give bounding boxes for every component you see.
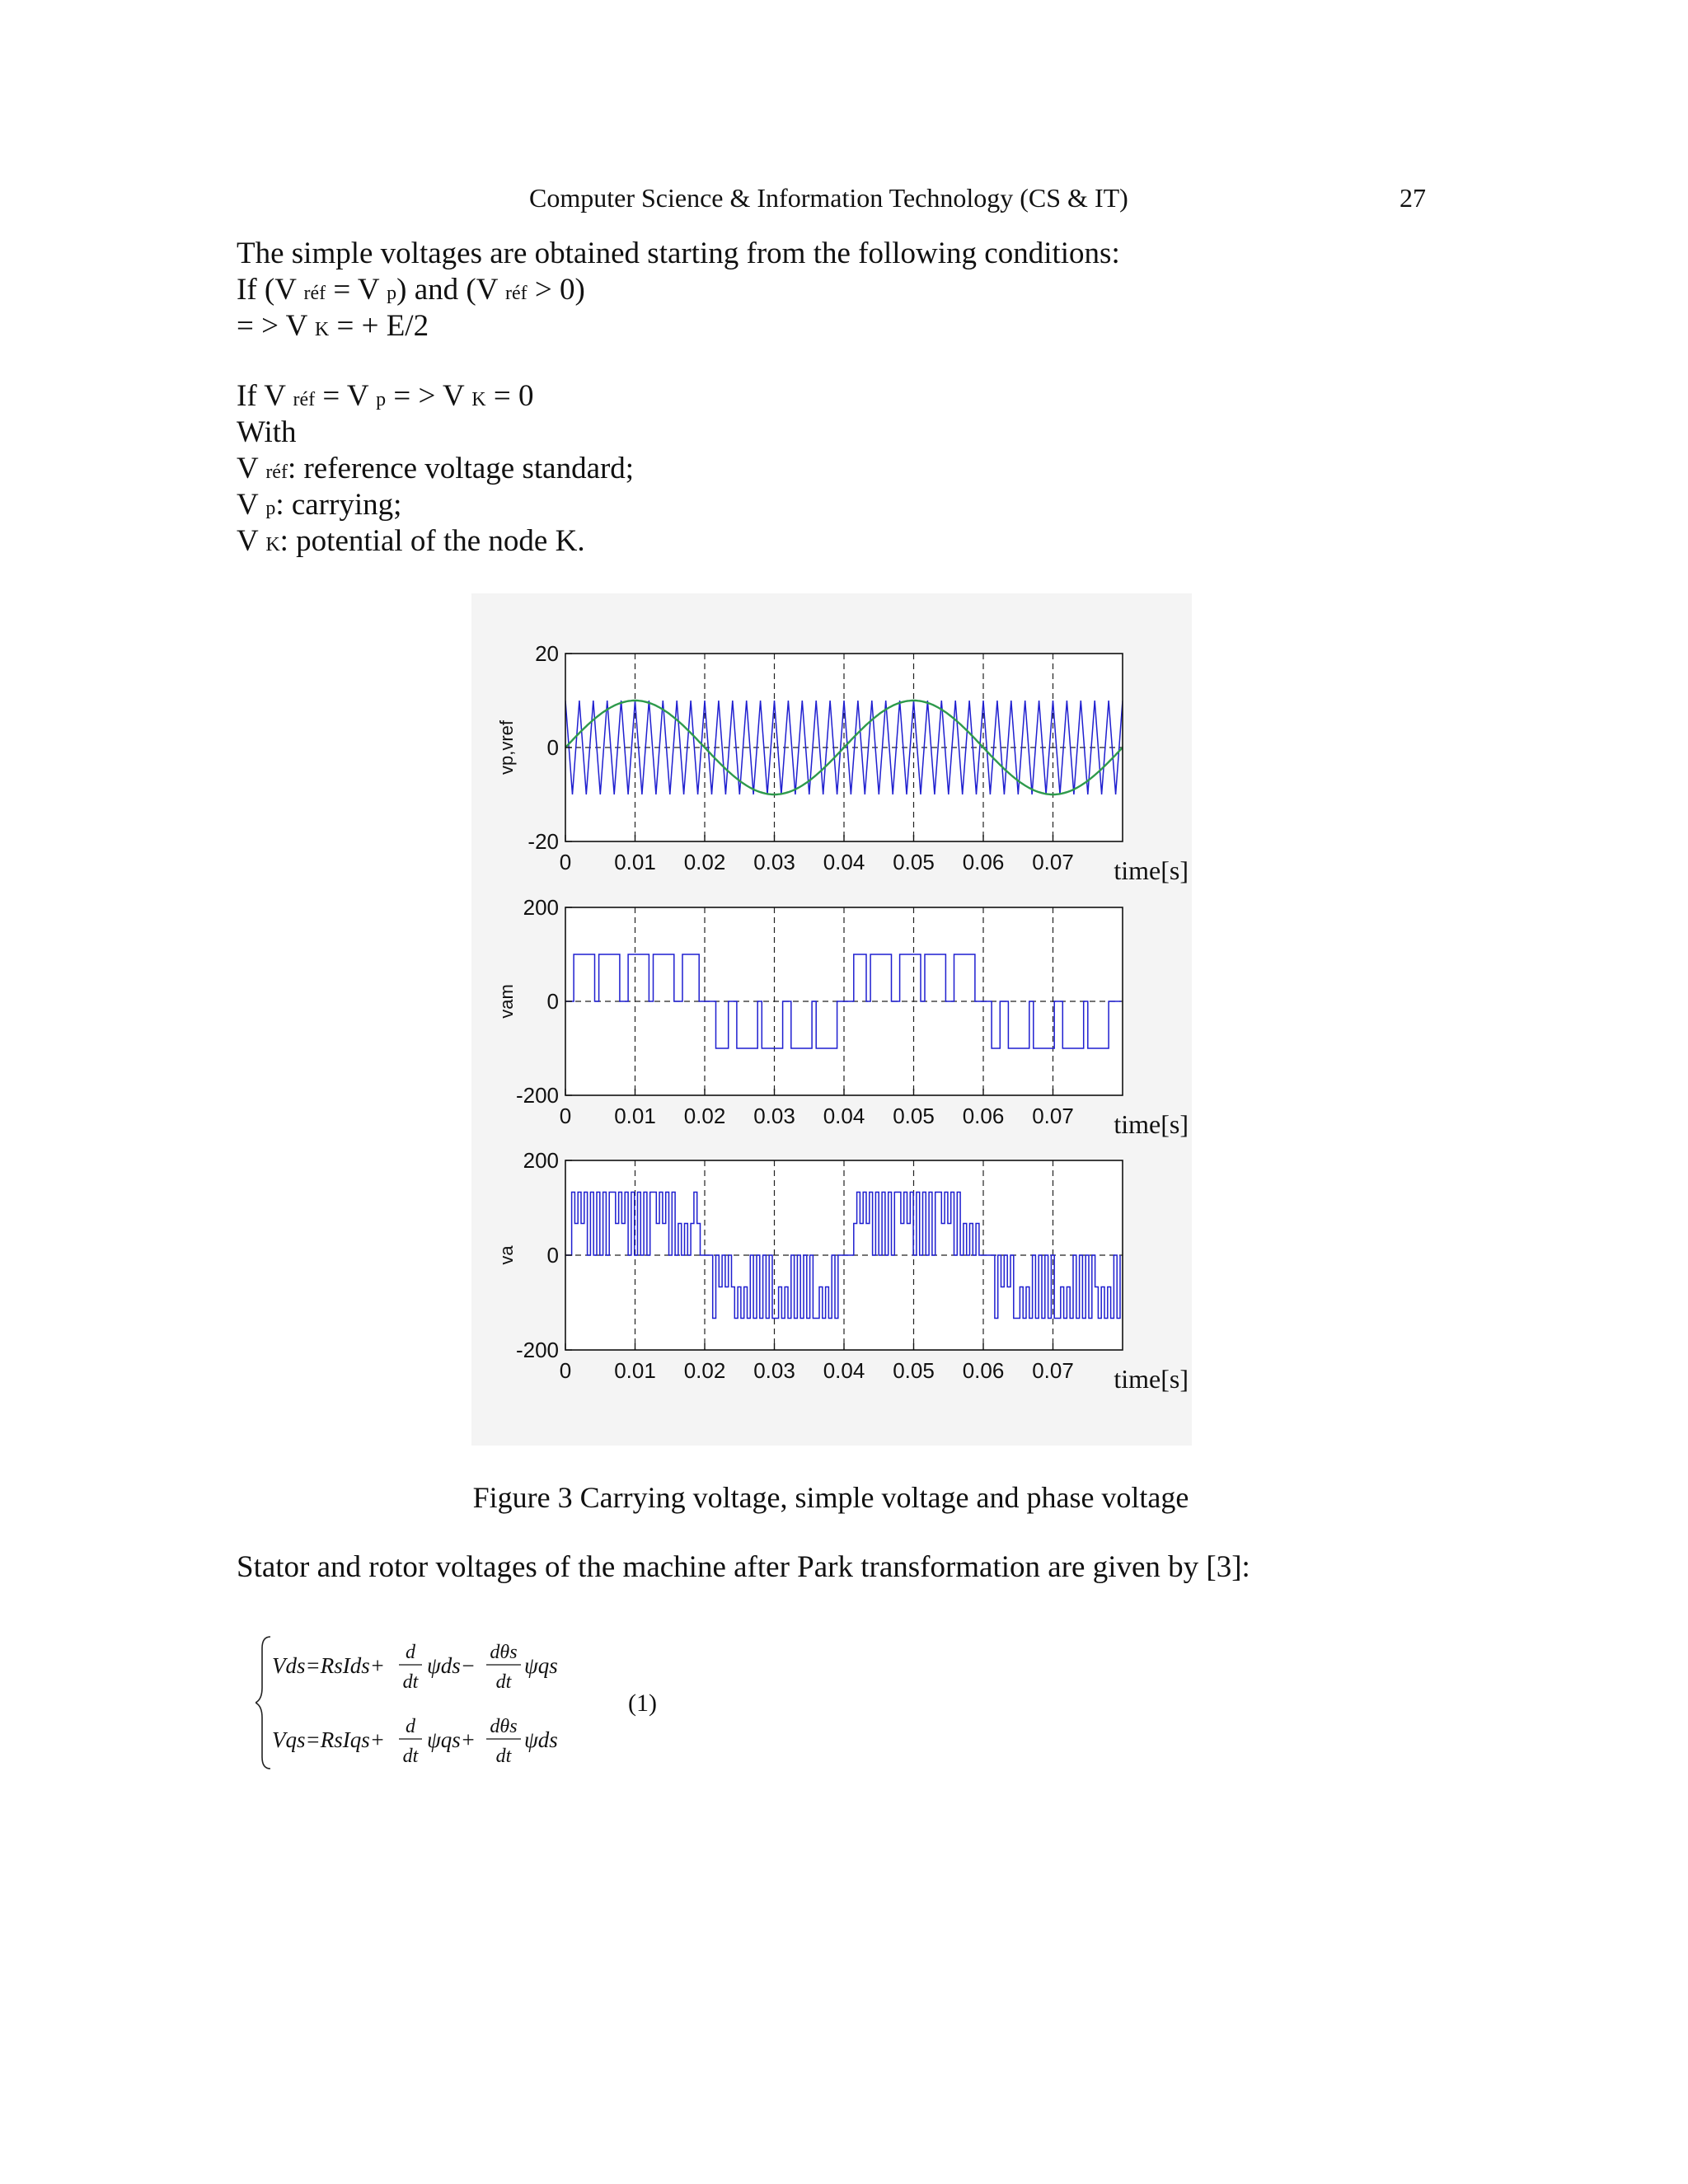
x-tick-label: 0 <box>559 850 572 874</box>
eq2-frac1-num: d <box>406 1716 415 1737</box>
x-tick-label: 0.04 <box>823 1358 865 1383</box>
x-axis-label: time[s] <box>1114 1109 1189 1139</box>
x-tick-label: 0.06 <box>962 1358 1005 1383</box>
condition-1-result: = > V K = + E/2 <box>237 309 429 343</box>
y-tick-label: 0 <box>546 989 559 1014</box>
x-tick-label: 0.01 <box>614 1104 656 1128</box>
x-tick-label: 0 <box>559 1104 572 1128</box>
x-tick-label: 0.03 <box>753 1358 795 1383</box>
figure-3-plots <box>471 593 1192 1446</box>
eq2-mid: ψqs+ <box>427 1727 476 1752</box>
eq1-lhs: Vds=RsIds+ <box>272 1653 385 1678</box>
x-tick-label: 0.01 <box>614 850 656 874</box>
eq2-frac2-den: dt <box>495 1746 512 1767</box>
x-tick-label: 0.07 <box>1032 1358 1074 1383</box>
definition-vk: V K: potential of the node K. <box>237 524 585 558</box>
x-tick-label: 0.02 <box>683 1358 726 1383</box>
y-axis-label: vp,vref <box>496 719 517 776</box>
with-label: With <box>237 415 297 449</box>
x-tick-label: 0.01 <box>614 1358 656 1383</box>
journal-title: Computer Science & Information Technology (CS & IT) <box>529 183 1128 213</box>
eq1-end: ψqs <box>524 1653 558 1678</box>
x-tick-label: 0.04 <box>823 1104 865 1128</box>
condition-1: If (V réf = V p) and (V réf > 0) <box>237 273 585 307</box>
definition-vp: V p: carrying; <box>237 488 402 522</box>
equation-number: (1) <box>628 1690 657 1717</box>
definition-vref: V réf: reference voltage standard; <box>237 452 635 485</box>
eq1-mid: ψds− <box>427 1653 476 1678</box>
x-tick-label: 0 <box>559 1358 572 1383</box>
x-tick-label: 0.03 <box>753 1104 795 1128</box>
x-tick-label: 0.03 <box>753 850 795 874</box>
y-tick-label: 200 <box>523 1148 559 1173</box>
eq1-frac2-num: dθs <box>490 1642 518 1663</box>
eq2-frac2-num: dθs <box>490 1716 518 1737</box>
eq1-frac1-num: d <box>406 1642 415 1663</box>
condition-2: If V réf = V p = > V K = 0 <box>237 379 534 413</box>
eq2-lhs: Vqs=RsIqs+ <box>272 1727 385 1752</box>
x-tick-label: 0.04 <box>823 850 865 874</box>
equation-1 <box>256 1630 684 1775</box>
y-tick-label: 20 <box>535 641 559 666</box>
y-tick-label: 0 <box>546 735 559 760</box>
x-tick-label: 0.07 <box>1032 1104 1074 1128</box>
x-tick-label: 0.07 <box>1032 850 1074 874</box>
page-number: 27 <box>1400 183 1426 213</box>
x-tick-label: 0.02 <box>683 850 726 874</box>
eq1-frac1-den: dt <box>402 1671 419 1693</box>
running-header <box>0 183 1688 223</box>
x-tick-label: 0.05 <box>893 850 935 874</box>
eq2-end: ψds <box>524 1727 558 1752</box>
y-tick-label: 0 <box>546 1243 559 1268</box>
eq2-frac1-den: dt <box>402 1746 419 1767</box>
equation-brace <box>256 1637 270 1769</box>
figure-caption: Figure 3 Carrying voltage, simple voltage and phase voltage <box>472 1481 1189 1514</box>
y-tick-label: -200 <box>515 1338 559 1362</box>
y-axis-label: vam <box>496 984 517 1019</box>
y-axis-label: va <box>496 1245 517 1265</box>
y-tick-label: -200 <box>515 1083 559 1108</box>
x-tick-label: 0.06 <box>962 1104 1005 1128</box>
park-paragraph: Stator and rotor voltages of the machine after Park transformation are given by [3]: <box>237 1550 1250 1584</box>
intro-sentence: The simple voltages are obtained starting from the following conditions: <box>237 237 1120 270</box>
y-tick-label: 200 <box>523 895 559 920</box>
x-axis-label: time[s] <box>1114 1364 1189 1394</box>
equation-1-svg <box>256 1630 684 1775</box>
x-tick-label: 0.06 <box>962 850 1005 874</box>
y-tick-label: -20 <box>528 829 559 854</box>
x-axis-label: time[s] <box>1114 855 1189 885</box>
eq1-frac2-den: dt <box>495 1671 512 1693</box>
x-tick-label: 0.02 <box>683 1104 726 1128</box>
figure-3 <box>471 593 1192 1446</box>
x-tick-label: 0.05 <box>893 1358 935 1383</box>
x-tick-label: 0.05 <box>893 1104 935 1128</box>
